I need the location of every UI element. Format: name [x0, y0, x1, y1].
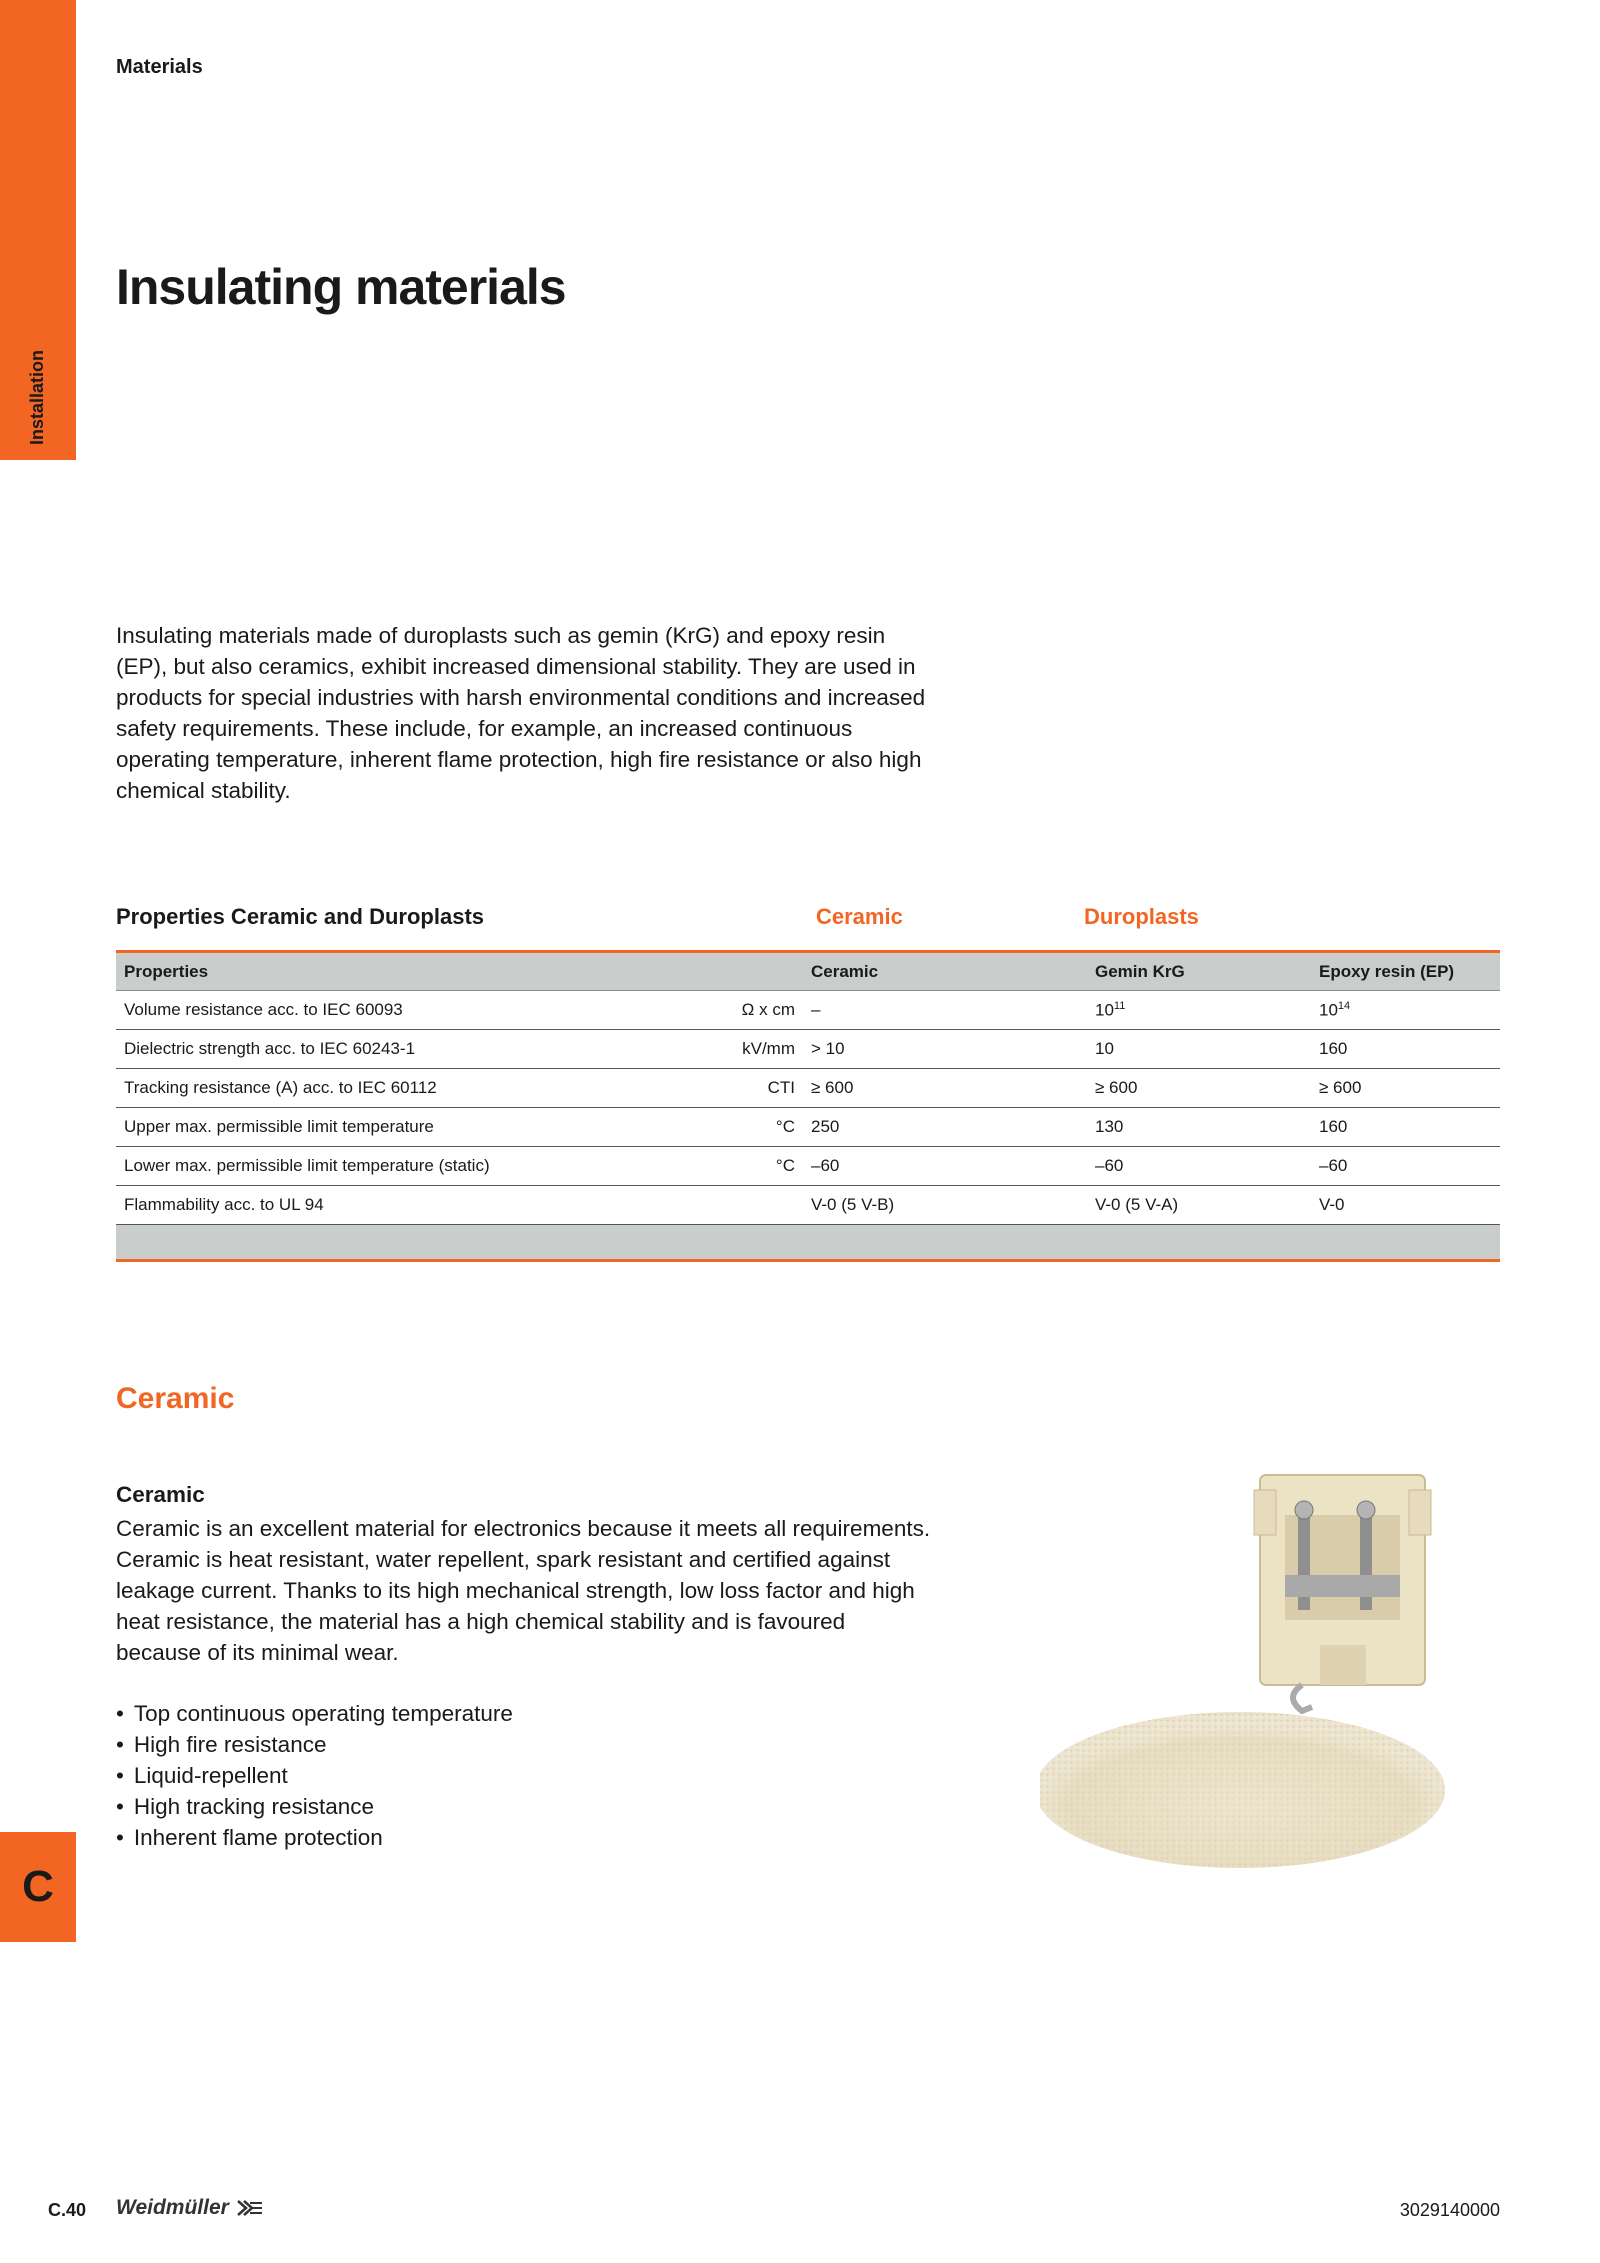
footer-brand-logo: Weidmüller: [116, 2196, 229, 2219]
cell-property: Flammability acc. to UL 94: [116, 1186, 587, 1225]
cell-unit: °C: [587, 1108, 803, 1147]
list-item: • Top continuous operating temperature: [116, 1698, 513, 1729]
cell-property: Upper max. permissible limit temperature: [116, 1108, 587, 1147]
cell-property: Dielectric strength acc. to IEC 60243-1: [116, 1030, 587, 1069]
table-footer-band: [116, 1225, 1500, 1261]
cell-ceramic: –: [803, 991, 1087, 1030]
table-row: [116, 991, 1500, 1030]
cell-gemin: V-0 (5 V-A): [1087, 1186, 1311, 1225]
column-header-unit: [587, 952, 803, 991]
cell-property: Tracking resistance (A) acc. to IEC 60112: [116, 1069, 587, 1108]
footer-document-number: 3029140000: [1399, 2200, 1500, 2220]
table-row: [116, 1186, 1500, 1225]
column-header-properties: Properties: [116, 952, 587, 991]
weidmuller-logo-icon: [236, 2197, 264, 2219]
cell-ceramic: > 10: [803, 1030, 1087, 1069]
terminal-block-icon: [1254, 1475, 1431, 1711]
cell-unit: kV/mm: [587, 1030, 803, 1069]
epoxy-exponent: 14: [1337, 999, 1351, 1012]
cell-property: Lower max. permissible limit temperature (static): [116, 1147, 587, 1186]
table-footer-cell: [116, 1225, 1500, 1261]
cell-ceramic: V-0 (5 V-B): [803, 1186, 1087, 1225]
column-header-gemin: Gemin KrG: [1087, 952, 1311, 991]
intro-paragraph: Insulating materials made of duroplasts such as gemin (KrG) and epoxy resin (EP), but also ceramics, exhibit increased dimensional stability. They are used in products for special industries with harsh environmental conditions and increased safety requirements. These include, for example, an increased continuous operating temperature, inherent flame protection, high fire resistance or also high chemical stability.: [116, 623, 926, 803]
cell-epoxy: V-0: [1311, 1186, 1500, 1225]
section-label: Materials: [116, 56, 203, 78]
gemin-base: 10: [1095, 1000, 1114, 1020]
cell-gemin: [1087, 991, 1311, 1030]
table-header-row: [116, 952, 1500, 991]
cell-epoxy: ≥ 600: [1311, 1069, 1500, 1108]
side-tab-label: Installation: [27, 349, 47, 445]
cell-gemin: 10: [1087, 1030, 1311, 1069]
ceramic-features-list: [116, 1698, 513, 1853]
cell-unit: CTI: [587, 1069, 803, 1108]
ceramic-terminal-photo: [1040, 1455, 1470, 1885]
cell-epoxy: [1311, 991, 1500, 1030]
table-row: [116, 1069, 1500, 1108]
gemin-exponent: 11: [1113, 999, 1126, 1012]
table-row: [116, 1147, 1500, 1186]
cell-unit: [587, 1186, 803, 1225]
ceramic-section-heading: Ceramic: [116, 1382, 235, 1415]
chapter-letter: C: [22, 1862, 54, 1911]
cell-gemin: ≥ 600: [1087, 1069, 1311, 1108]
table-group-duroplasts: Duroplasts: [1084, 904, 1199, 929]
cell-ceramic: ≥ 600: [803, 1069, 1087, 1108]
column-header-ceramic: Ceramic: [803, 952, 1087, 991]
page-title: Insulating materials: [116, 259, 566, 315]
table-heading-row: [116, 904, 1500, 934]
cell-unit: °C: [587, 1147, 803, 1186]
cell-epoxy: 160: [1311, 1108, 1500, 1147]
epoxy-base: 10: [1319, 1000, 1338, 1020]
footer-page-number: C.40: [48, 2200, 87, 2220]
table-group-ceramic: Ceramic: [816, 904, 903, 929]
cell-ceramic: 250: [803, 1108, 1087, 1147]
list-item: • Liquid-repellent: [116, 1760, 513, 1791]
ceramic-subheading: Ceramic: [116, 1482, 205, 1507]
table-row: [116, 1108, 1500, 1147]
cell-property: Volume resistance acc. to IEC 60093: [116, 991, 587, 1030]
cell-unit: Ω x cm: [587, 991, 803, 1030]
list-item: • High fire resistance: [116, 1729, 513, 1760]
table-row: [116, 1030, 1500, 1069]
cell-epoxy: –60: [1311, 1147, 1500, 1186]
column-header-epoxy: Epoxy resin (EP): [1311, 952, 1500, 991]
cell-ceramic: –60: [803, 1147, 1087, 1186]
cell-gemin: –60: [1087, 1147, 1311, 1186]
ceramic-body: Ceramic is an excellent material for electronics because it meets all requirements. Ceramic is heat resistant, water repellent, spark resistant and certified against leakage current. Thanks to its high mechanical strength, low loss factor and high heat resistance, the material has a high chemical stability and is favoured because of its minimal wear.: [116, 1516, 931, 1665]
cell-gemin: 130: [1087, 1108, 1311, 1147]
table-heading: Properties Ceramic and Duroplasts: [116, 904, 485, 929]
cell-epoxy: 160: [1311, 1030, 1500, 1069]
list-item: • Inherent flame protection: [116, 1822, 513, 1853]
properties-table: [116, 950, 1500, 1262]
list-item: • High tracking resistance: [116, 1791, 513, 1822]
